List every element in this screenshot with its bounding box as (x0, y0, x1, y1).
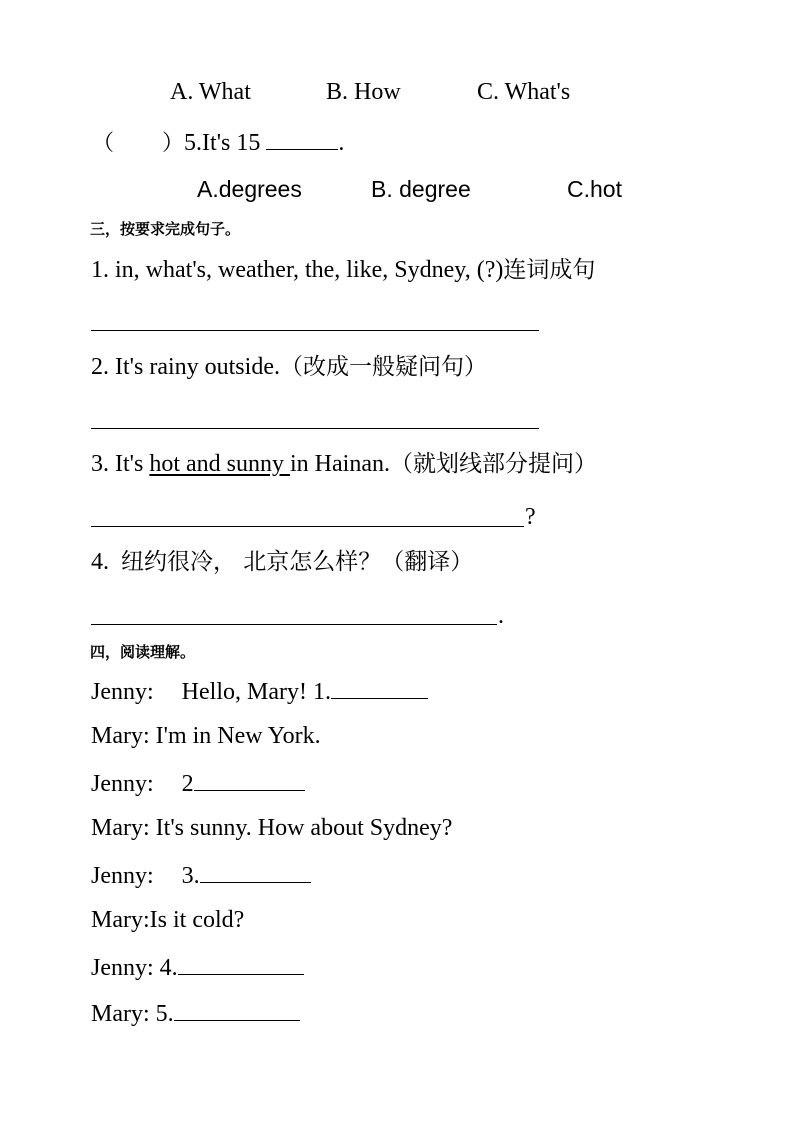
dialogue-text: Hello, Mary! 1. (181, 679, 331, 705)
s3-item-3-instruction: （就划线部分提问） (389, 451, 597, 477)
s3-item-3-pre: 3. It's (91, 451, 150, 477)
s3-item-1-instruction: 连词成句 (503, 257, 596, 283)
s3-item-2-instruction: （改成一般疑问句） (279, 354, 487, 380)
q5-option-c: C.hot (567, 176, 622, 202)
speaker: Jenny: (91, 679, 154, 705)
s3-item-2-answer-line[interactable] (91, 428, 539, 429)
q5-line (92, 129, 344, 155)
s3-item-4-number: 4. (91, 549, 109, 575)
dialogue-blank-4[interactable] (178, 954, 304, 975)
q5-option-b: B. degree (371, 176, 471, 202)
s3-item-4 (91, 550, 473, 574)
dialogue-line-5 (91, 862, 311, 888)
dialogue-text: Is it cold? (149, 907, 245, 933)
s3-item-2 (91, 355, 487, 379)
dialogue-text: 5. (155, 1001, 174, 1027)
q4-option-c: C. What's (477, 79, 571, 105)
section4-heading: 四，阅读理解。 (90, 643, 196, 661)
s3-item-4-answer-line[interactable] (91, 624, 497, 625)
dialogue-line-2 (91, 724, 321, 748)
dialogue-text: 3. (181, 863, 200, 889)
s3-item-4-end-mark: . (498, 603, 504, 629)
dialogue-blank-1[interactable] (331, 678, 428, 699)
speaker: Mary: (91, 815, 150, 841)
speaker: Mary: (91, 907, 150, 933)
dialogue-blank-2[interactable] (194, 770, 305, 791)
dialogue-line-3 (91, 770, 305, 796)
s3-item-3-answer-line[interactable] (91, 526, 524, 527)
s3-item-3-underlined: hot and sunny (149, 451, 290, 477)
s3-item-3 (91, 452, 597, 476)
q5-blank[interactable] (266, 129, 338, 150)
q5-stem: 5.It's 15 (184, 130, 261, 156)
dialogue-text: I'm in New York. (155, 723, 321, 749)
s3-item-3-post: in Hainan. (290, 451, 390, 477)
q5-end: . (338, 130, 345, 156)
dialogue-blank-5[interactable] (174, 1000, 300, 1021)
speaker: Mary: (91, 723, 150, 749)
dialogue-blank-3[interactable] (200, 862, 311, 883)
dialogue-line-8 (91, 1000, 300, 1026)
s3-item-4-text: 纽约很冷， 北京怎么样？（翻译） (121, 549, 474, 575)
s3-item-1-answer-line[interactable] (91, 330, 539, 331)
speaker: Jenny: (91, 955, 154, 981)
answer-paren-close: ） (162, 131, 185, 156)
dialogue-text: 2 (181, 771, 194, 797)
s3-item-1 (91, 258, 595, 282)
dialogue-text: 4. (159, 955, 178, 981)
q4-option-a: A. What (170, 79, 251, 105)
dialogue-line-6 (91, 908, 244, 932)
speaker: Jenny: (91, 771, 154, 797)
dialogue-line-1 (91, 678, 428, 704)
s3-item-3-end-mark: ? (525, 504, 536, 530)
speaker: Jenny: (91, 863, 154, 889)
section3-heading: 三，按要求完成句子。 (90, 220, 241, 238)
dialogue-text: It's sunny. How about Sydney? (155, 815, 453, 841)
q4-option-b: B. How (326, 79, 401, 105)
q5-option-a: A.degrees (197, 176, 302, 202)
answer-paren-open: （ (92, 131, 115, 156)
dialogue-line-7 (91, 954, 304, 980)
speaker: Mary: (91, 1001, 150, 1027)
s3-item-2-text: 2. It's rainy outside. (91, 354, 280, 380)
dialogue-line-4 (91, 816, 452, 840)
s3-item-1-text: 1. in, what's, weather, the, like, Sydney, (?) (91, 257, 504, 283)
